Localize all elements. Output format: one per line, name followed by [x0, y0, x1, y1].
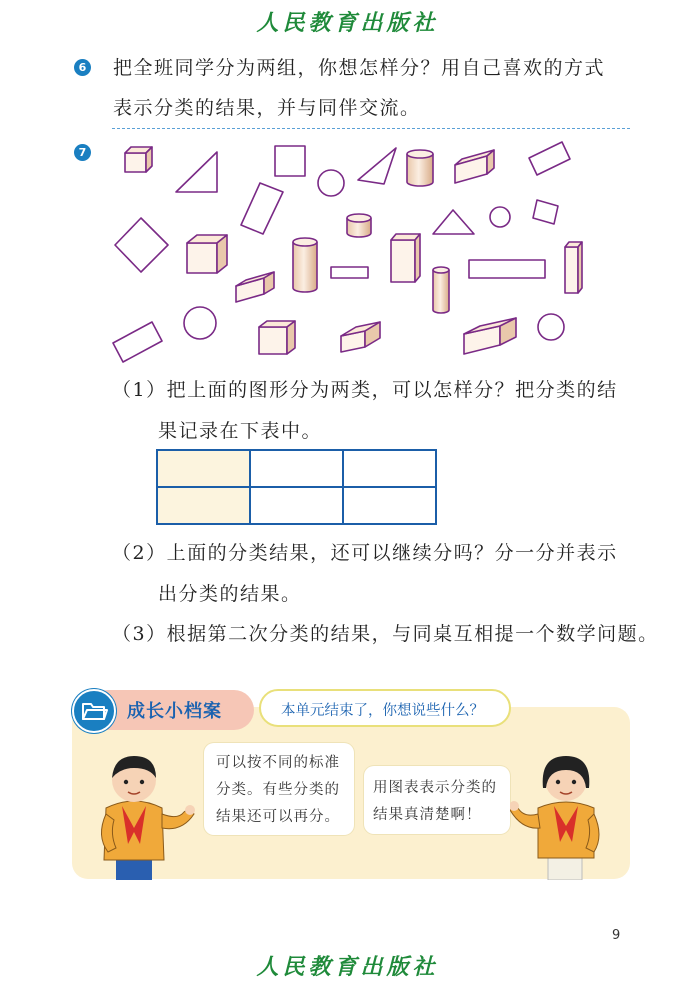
cube-shape — [259, 321, 295, 354]
cube-shape — [125, 147, 152, 172]
cuboid-shape — [464, 318, 516, 354]
girl-speech-line-2: 结果真清楚啊！ — [373, 807, 482, 823]
publisher-header: 人民教育出版社 — [256, 10, 439, 36]
table-cell[interactable] — [250, 487, 343, 524]
rectangle-shape — [113, 322, 162, 362]
rectangle-shape — [241, 183, 283, 234]
cylinder-shape — [347, 214, 371, 237]
table-cell[interactable] — [157, 487, 250, 524]
boy-speech-line-3: 结果还可以再分。 — [216, 809, 340, 825]
circle-shape — [318, 170, 344, 196]
triangle-shape — [358, 148, 396, 184]
triangle-shape — [433, 210, 474, 234]
cylinder-shape — [433, 267, 449, 313]
table-cell[interactable] — [343, 450, 436, 487]
question-6-badge: 6 — [74, 59, 91, 76]
circle-shape — [184, 307, 216, 339]
cuboid-shape — [565, 242, 582, 293]
rectangle-shape — [469, 260, 545, 278]
boy-illustration — [86, 748, 198, 880]
rectangle-shape — [529, 142, 570, 175]
question-6-line-1: 把全班同学分为两组，你想怎样分？用自己喜欢的方式 — [113, 57, 606, 79]
cuboid-shape — [391, 234, 420, 282]
cylinder-shape — [407, 150, 433, 186]
table-cell[interactable] — [343, 487, 436, 524]
cuboid-shape — [341, 322, 380, 352]
question-7-part-1-line-2: 果记录在下表中。 — [158, 420, 323, 442]
publisher-footer: 人民教育出版社 — [256, 954, 439, 980]
rhombus-shape — [533, 200, 558, 224]
square-shape — [275, 146, 305, 176]
table-cell[interactable] — [157, 450, 250, 487]
girl-speech-line-1: 用图表表示分类的 — [373, 780, 497, 796]
triangle-shape — [176, 152, 217, 192]
circle-shape — [490, 207, 510, 227]
rectangle-shape — [331, 267, 368, 278]
question-7-part-3-line-1: （3）根据第二次分类的结果，与同桌互相提一个数学问题。 — [112, 623, 659, 645]
folder-icon-circle — [72, 689, 116, 733]
folder-icon — [74, 691, 114, 731]
record-table — [156, 449, 437, 525]
page-number: 9 — [612, 928, 621, 943]
question-7-badge: 7 — [74, 144, 91, 161]
question-7-part-2-line-2: 出分类的结果。 — [158, 583, 302, 605]
boy-speech-line-2: 分类。有些分类的 — [216, 782, 340, 798]
question-6-line-2: 表示分类的结果，并与同伴交流。 — [113, 97, 421, 119]
rhombus-shape — [115, 218, 168, 272]
cuboid-shape — [455, 150, 494, 183]
cube-shape — [187, 235, 227, 273]
shape-collection — [100, 136, 600, 371]
question-7-part-2-line-1: （2）上面的分类结果，还可以继续分吗？分一分并表示 — [112, 542, 618, 564]
table-row — [157, 450, 436, 487]
boy-speech-line-1: 可以按不同的标准 — [216, 755, 340, 771]
cube-shape — [236, 272, 274, 302]
section-divider — [112, 128, 630, 129]
girl-illustration — [510, 748, 622, 880]
cylinder-shape — [293, 238, 317, 292]
question-7-part-1-line-1: （1）把上面的图形分为两类，可以怎样分？把分类的结 — [112, 379, 618, 401]
think-prompt: 本单元结束了，你想说些什么？ — [281, 703, 484, 719]
table-cell[interactable] — [250, 450, 343, 487]
circle-shape — [538, 314, 564, 340]
growth-record-title: 成长小档案 — [127, 701, 222, 722]
table-row — [157, 487, 436, 524]
